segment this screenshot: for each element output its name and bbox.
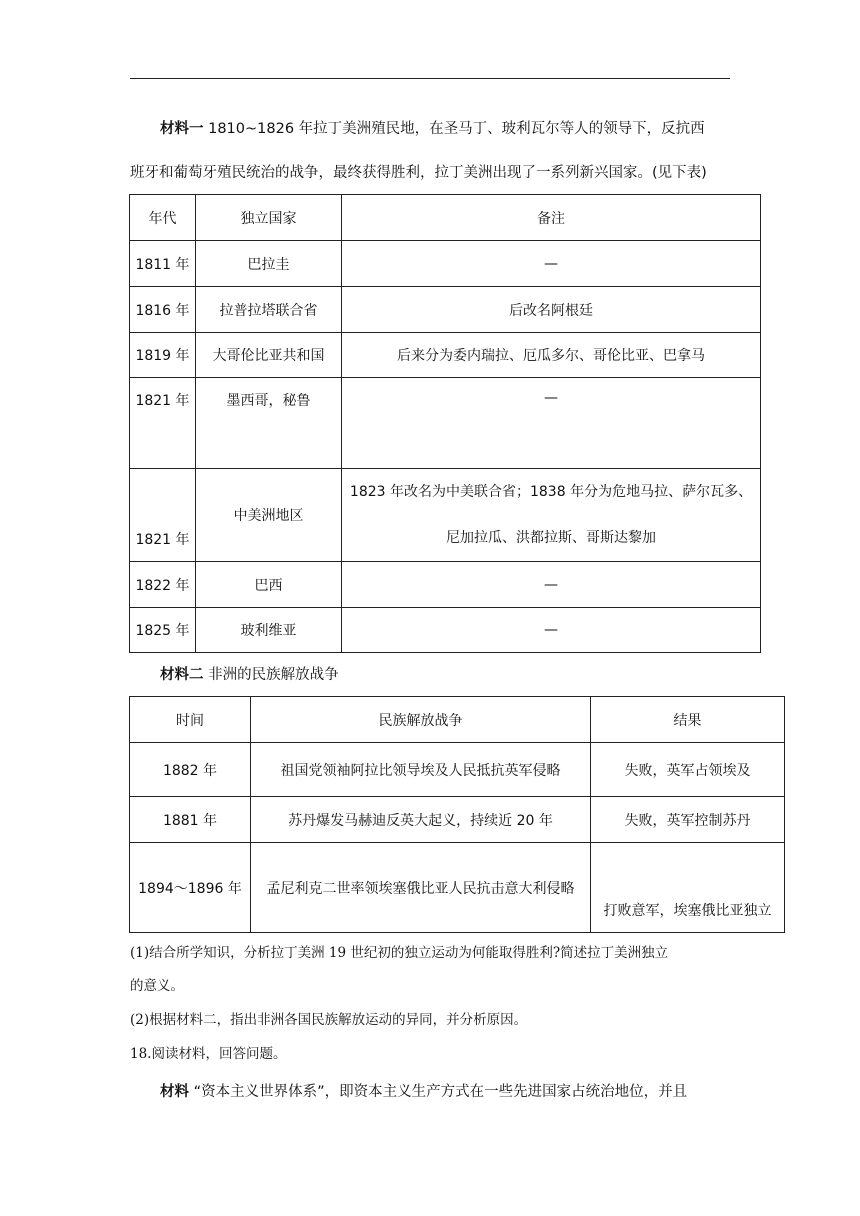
header-country: 独立国家 bbox=[196, 195, 342, 241]
cell-country: 巴西 bbox=[196, 562, 342, 608]
material2-line bbox=[160, 665, 770, 685]
cell-time: 1881 年 bbox=[130, 797, 251, 843]
question-18: 18.阅读材料，回答问题。 bbox=[130, 1046, 287, 1062]
cell-year: 1821 年 bbox=[130, 469, 196, 562]
cell-note: — bbox=[342, 378, 761, 469]
cell-note-line1: 1823 年改名为中美联合省；1838 年分为危地马拉、萨尔瓦多、 bbox=[349, 484, 753, 500]
table-row bbox=[130, 333, 761, 378]
table-row bbox=[130, 469, 761, 562]
question-2: (2)根据材料二，指出非洲各国民族解放运动的异同，并分析原因。 bbox=[130, 1012, 528, 1028]
table-row bbox=[130, 562, 761, 608]
header-year: 年代 bbox=[130, 195, 196, 241]
cell-war: 孟尼利克二世率领埃塞俄比亚人民抗击意大利侵略 bbox=[251, 843, 591, 933]
cell-note: 后来分为委内瑞拉、厄瓜多尔、哥伦比亚、巴拿马 bbox=[342, 333, 761, 378]
material3-text: “资本主义世界体系”，即资本主义生产方式在一些先进国家占统治地位，并且 bbox=[189, 1084, 688, 1100]
cell-war: 苏丹爆发马赫迪反英大起义，持续近 20 年 bbox=[251, 797, 591, 843]
question-1-line2: 的意义。 bbox=[130, 978, 184, 994]
table-row bbox=[130, 378, 761, 469]
latin-america-independence-table bbox=[129, 194, 761, 653]
table-row bbox=[130, 608, 761, 653]
cell-result: 失败，英军占领埃及 bbox=[591, 743, 785, 797]
cell-war: 祖国党领袖阿拉比领导埃及人民抵抗英军侵略 bbox=[251, 743, 591, 797]
material3-line bbox=[160, 1082, 770, 1102]
cell-year: 1821 年 bbox=[130, 378, 196, 469]
cell-time: 1894～1896 年 bbox=[130, 843, 251, 933]
table-header-row bbox=[130, 195, 761, 241]
cell-country: 玻利维亚 bbox=[196, 608, 342, 653]
table-row bbox=[130, 797, 785, 843]
cell-note-line2: 尼加拉瓜、洪都拉斯、哥斯达黎加 bbox=[446, 530, 656, 546]
table-header-row bbox=[130, 697, 785, 743]
header-war: 民族解放战争 bbox=[251, 697, 591, 743]
cell-result: 打败意军，埃塞俄比亚独立 bbox=[591, 843, 785, 933]
header-note: 备注 bbox=[342, 195, 761, 241]
cell-year: 1819 年 bbox=[130, 333, 196, 378]
cell-note bbox=[342, 469, 761, 562]
cell-year: 1822 年 bbox=[130, 562, 196, 608]
cell-year: 1811 年 bbox=[130, 241, 196, 287]
header-rule bbox=[130, 78, 730, 79]
material2-text: 非洲的民族解放战争 bbox=[208, 667, 339, 683]
cell-country: 大哥伦比亚共和国 bbox=[196, 333, 342, 378]
material3-label: 材料 bbox=[160, 1084, 189, 1100]
cell-country: 拉普拉塔联合省 bbox=[196, 287, 342, 333]
cell-year: 1825 年 bbox=[130, 608, 196, 653]
cell-time: 1882 年 bbox=[130, 743, 251, 797]
cell-result: 失败，英军控制苏丹 bbox=[591, 797, 785, 843]
table-row bbox=[130, 241, 761, 287]
table-row bbox=[130, 743, 785, 797]
table-row bbox=[130, 843, 785, 933]
header-time: 时间 bbox=[130, 697, 251, 743]
cell-country: 巴拉圭 bbox=[196, 241, 342, 287]
material1-line2: 班牙和葡萄牙殖民统治的战争，最终获得胜利，拉丁美洲出现了一系列新兴国家。(见下表) bbox=[130, 165, 707, 181]
cell-country: 中美洲地区 bbox=[196, 469, 342, 562]
material1-label: 材料一 bbox=[160, 121, 204, 137]
material1-line1 bbox=[160, 119, 770, 139]
table-row bbox=[130, 287, 761, 333]
cell-note: — bbox=[342, 562, 761, 608]
africa-liberation-table bbox=[129, 696, 785, 933]
cell-note: 后改名阿根廷 bbox=[342, 287, 761, 333]
material2-label: 材料二 bbox=[160, 667, 204, 683]
material1-text-1: 1810~1826 年拉丁美洲殖民地，在圣马丁、玻利瓦尔等人的领导下，反抗西 bbox=[208, 121, 705, 137]
question-1-line1: (1)结合所学知识，分析拉丁美洲 19 世纪初的独立运动为何能取得胜利?简述拉丁美洲独立 bbox=[130, 945, 669, 961]
cell-year: 1816 年 bbox=[130, 287, 196, 333]
cell-country: 墨西哥，秘鲁 bbox=[196, 378, 342, 469]
header-result: 结果 bbox=[591, 697, 785, 743]
cell-note: — bbox=[342, 241, 761, 287]
cell-note: — bbox=[342, 608, 761, 653]
